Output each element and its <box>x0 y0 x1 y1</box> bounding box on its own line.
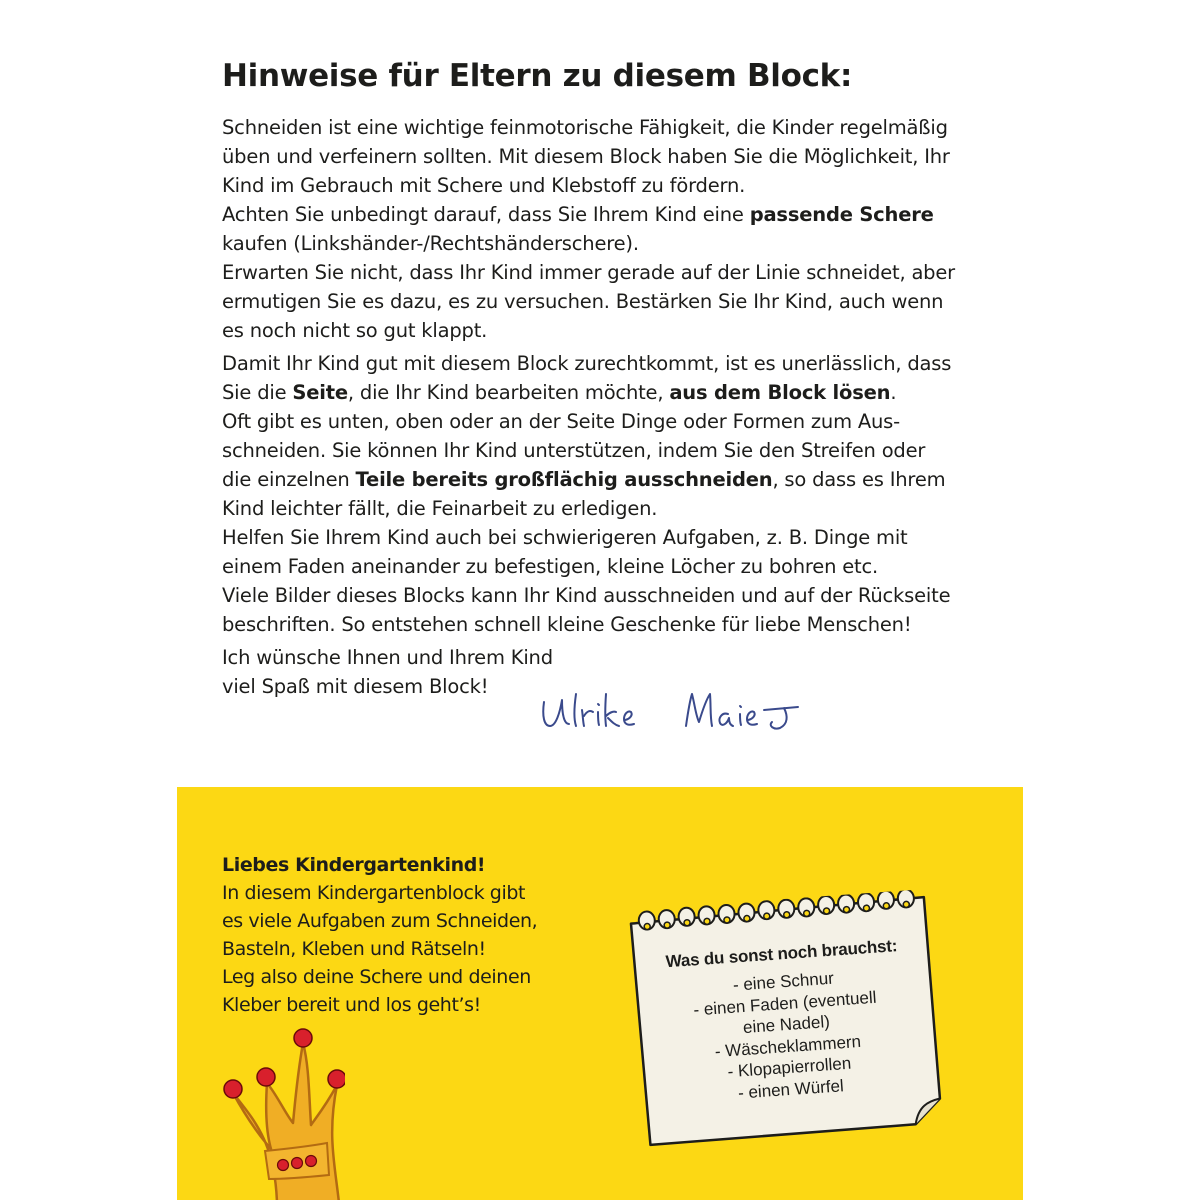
bold-phrase: Teile bereits großflächig ausschneiden <box>355 468 773 491</box>
handwritten-signature <box>536 682 836 742</box>
text-line <box>222 378 1002 407</box>
parents-paragraph-1 <box>222 113 1002 345</box>
text-line: beschriften. So entstehen schnell kleine Geschenke für liebe Menschen! <box>222 613 912 636</box>
text-line: schneiden. Sie können Ihr Kind unterstützen, indem Sie den Streifen oder <box>222 439 926 462</box>
text-line: ermutigen Sie es dazu, es zu versuchen. Bestärken Sie Ihr Kind, auch wenn <box>222 290 944 313</box>
list-item: - Wäscheklammern <box>714 1031 862 1061</box>
text-line: Oft gibt es unten, oben oder an der Seite Dinge oder Formen zum Aus- <box>222 410 900 433</box>
text-segment: Sie die <box>222 381 293 404</box>
text-line <box>222 200 1002 229</box>
text-line: Viele Bilder dieses Blocks kann Ihr Kind ausschneiden und auf der Rückseite <box>222 584 951 607</box>
list-item: - einen Würfel <box>737 1075 845 1103</box>
text-line: Kind im Gebrauch mit Schere und Klebstoff zu fördern. <box>222 174 746 197</box>
list-item: - Klopapierrollen <box>726 1053 852 1082</box>
text-line: Ich wünsche Ihnen und Ihrem Kind <box>222 646 553 669</box>
text-line: üben und verfeinern sollten. Mit diesem Block haben Sie die Möglichkeit, Ihr <box>222 145 950 168</box>
text-line: Kleber bereit und los geht’s! <box>222 994 481 1016</box>
text-line: Leg also deine Schere und deinen <box>222 966 531 988</box>
text-line <box>222 465 1002 494</box>
text-segment: die einzelnen <box>222 468 356 491</box>
text-segment: , die Ihr Kind bearbeiten möchte, <box>347 381 670 404</box>
bold-phrase: passende Schere <box>749 203 934 226</box>
text-line: einem Faden aneinander zu befestigen, kleine Löcher zu bohren etc. <box>222 555 879 578</box>
bold-phrase: Seite <box>292 381 348 404</box>
kids-message <box>222 851 582 1019</box>
parents-paragraph-2 <box>222 349 1002 639</box>
text-line: viel Spaß mit diesem Block! <box>222 675 489 698</box>
text-line: Erwarten Sie nicht, dass Ihr Kind immer gerade auf der Linie schneidet, aber <box>222 261 955 284</box>
text-line: Damit Ihr Kind gut mit diesem Block zurechtkommt, ist es unerlässlich, dass <box>222 352 952 375</box>
text-segment: . <box>890 381 897 404</box>
text-line: es viele Aufgaben zum Schneiden, <box>222 910 538 932</box>
text-line: kaufen (Linkshänder-/Rechtshänderschere). <box>222 232 639 255</box>
list-item: - einen Faden (eventuell <box>692 987 877 1019</box>
supplies-note <box>624 888 950 1149</box>
text-line: Basteln, Kleben und Rätseln! <box>222 938 486 960</box>
text-line: In diesem Kindergartenblock gibt <box>222 882 526 904</box>
text-segment: , so dass es Ihrem <box>772 468 946 491</box>
kids-greeting: Liebes Kindergartenkind! <box>222 854 486 876</box>
bold-phrase: aus dem Block lösen <box>669 381 891 404</box>
supplies-title: Was du sonst noch brauchst: <box>665 936 898 972</box>
crown-icon <box>215 1025 345 1200</box>
text-line: es noch nicht so gut klappt. <box>222 319 488 342</box>
text-segment: Achten Sie unbedingt darauf, dass Sie Ihrem Kind eine <box>222 203 750 226</box>
list-item: eine Nadel) <box>742 1012 831 1038</box>
text-line: Schneiden ist eine wichtige feinmotorische Fähigkeit, die Kinder regelmäßig <box>222 116 948 139</box>
supplies-list <box>641 933 931 1109</box>
list-item: - eine Schnur <box>732 968 835 995</box>
text-line: Kind leichter fällt, die Feinarbeit zu erledigen. <box>222 497 658 520</box>
text-line: Helfen Sie Ihrem Kind auch bei schwierigeren Aufgaben, z. B. Dinge mit <box>222 526 908 549</box>
page-heading: Hinweise für Eltern zu diesem Block: <box>222 58 853 94</box>
kids-section <box>177 787 1023 1200</box>
